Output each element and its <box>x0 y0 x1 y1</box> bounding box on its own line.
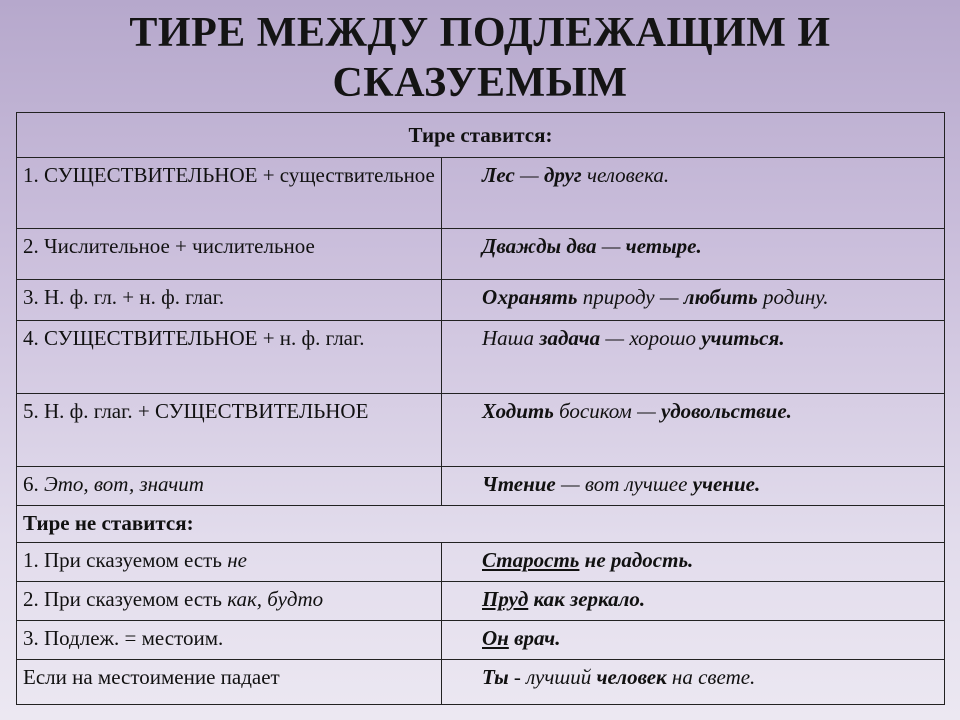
slide-title: ТИРЕ МЕЖДУ ПОДЛЕЖАЩИМ И СКАЗУЕМЫМ <box>129 10 831 106</box>
text-fragment: задача <box>539 326 601 350</box>
text-fragment: Охранять <box>482 285 578 309</box>
rule-row <box>17 660 945 705</box>
rules-table <box>16 112 945 705</box>
rule-cell <box>17 394 442 467</box>
text-fragment: 6. <box>23 472 44 496</box>
rule-cell <box>17 621 442 660</box>
example-cell <box>442 229 945 280</box>
text-fragment: — вот лучшее <box>555 472 693 496</box>
example-cell <box>442 621 945 660</box>
text-fragment: учение. <box>692 472 761 496</box>
rule-text: 1. СУЩЕСТВИТЕЛЬНОЕ + существительное <box>23 163 435 187</box>
example-cell <box>442 582 945 621</box>
rule-row <box>17 467 945 506</box>
text-fragment: Пруд <box>482 587 529 611</box>
rule-text: 2. Числительное + числительное <box>23 234 315 258</box>
example-cell <box>442 280 945 321</box>
section-header-dash-used: Тире ставится: <box>17 113 945 158</box>
text-fragment: 1. При сказуемом есть <box>23 548 228 572</box>
rule-cell <box>17 543 442 582</box>
text-fragment: 2. При сказуемом есть <box>23 587 228 611</box>
text-fragment: 3. Подлеж. = местоим. <box>23 626 224 650</box>
rule-cell <box>17 660 442 705</box>
text-fragment: Ходить <box>482 399 554 423</box>
text-fragment: Если на местоимение падает <box>23 665 280 689</box>
rule-cell <box>17 280 442 321</box>
text-fragment: не радость. <box>579 548 694 572</box>
rule-row <box>17 621 945 660</box>
text-fragment: родину. <box>757 285 829 309</box>
text-fragment: босиком — <box>553 399 661 423</box>
rule-row <box>17 582 945 621</box>
text-fragment: — хорошо <box>600 326 702 350</box>
rule-text: 3. Н. ф. гл. + н. ф. глаг. <box>23 285 225 309</box>
rule-cell <box>17 321 442 394</box>
rule-cell <box>17 229 442 280</box>
text-fragment: четыре. <box>625 234 702 258</box>
text-fragment: Дважды два <box>482 234 597 258</box>
text-fragment: человека. <box>581 163 670 187</box>
text-fragment: Наша <box>482 326 540 350</box>
example-cell <box>442 543 945 582</box>
text-fragment: Лес <box>482 163 515 187</box>
rule-row <box>17 158 945 229</box>
text-fragment: любить <box>683 285 758 309</box>
example-cell <box>442 158 945 229</box>
text-fragment: удовольствие. <box>661 399 792 423</box>
text-fragment: — <box>596 234 626 258</box>
text-fragment: друг <box>543 163 582 187</box>
text-fragment: Старость <box>482 548 580 572</box>
text-fragment: Он <box>482 626 509 650</box>
rule-row <box>17 543 945 582</box>
text-fragment: человек <box>596 665 667 689</box>
text-fragment: Это, вот, значит <box>44 472 204 496</box>
text-fragment: учиться. <box>701 326 785 350</box>
rule-cell <box>17 467 442 506</box>
rule-row <box>17 321 945 394</box>
text-fragment: - лучший <box>508 665 597 689</box>
example-cell <box>442 321 945 394</box>
rule-row <box>17 394 945 467</box>
example-cell <box>442 467 945 506</box>
text-fragment: на свете. <box>666 665 756 689</box>
section-header-dash-not-used: Тире не ставится: <box>17 506 945 543</box>
example-cell <box>442 394 945 467</box>
text-fragment: — <box>514 163 544 187</box>
text-fragment: Ты <box>482 665 509 689</box>
text-fragment: Чтение <box>482 472 556 496</box>
rule-row <box>17 229 945 280</box>
text-fragment: как, будто <box>227 587 324 611</box>
rule-text: 5. Н. ф. глаг. + СУЩЕСТВИТЕЛЬНОЕ <box>23 399 369 423</box>
rule-cell <box>17 158 442 229</box>
text-fragment: не <box>227 548 247 572</box>
rule-cell <box>17 582 442 621</box>
text-fragment: как зеркало. <box>528 587 646 611</box>
text-fragment: врач. <box>508 626 561 650</box>
text-fragment: природу — <box>577 285 684 309</box>
rule-row <box>17 280 945 321</box>
rule-text: 4. СУЩЕСТВИТЕЛЬНОЕ + н. ф. глаг. <box>23 326 365 350</box>
example-cell <box>442 660 945 705</box>
